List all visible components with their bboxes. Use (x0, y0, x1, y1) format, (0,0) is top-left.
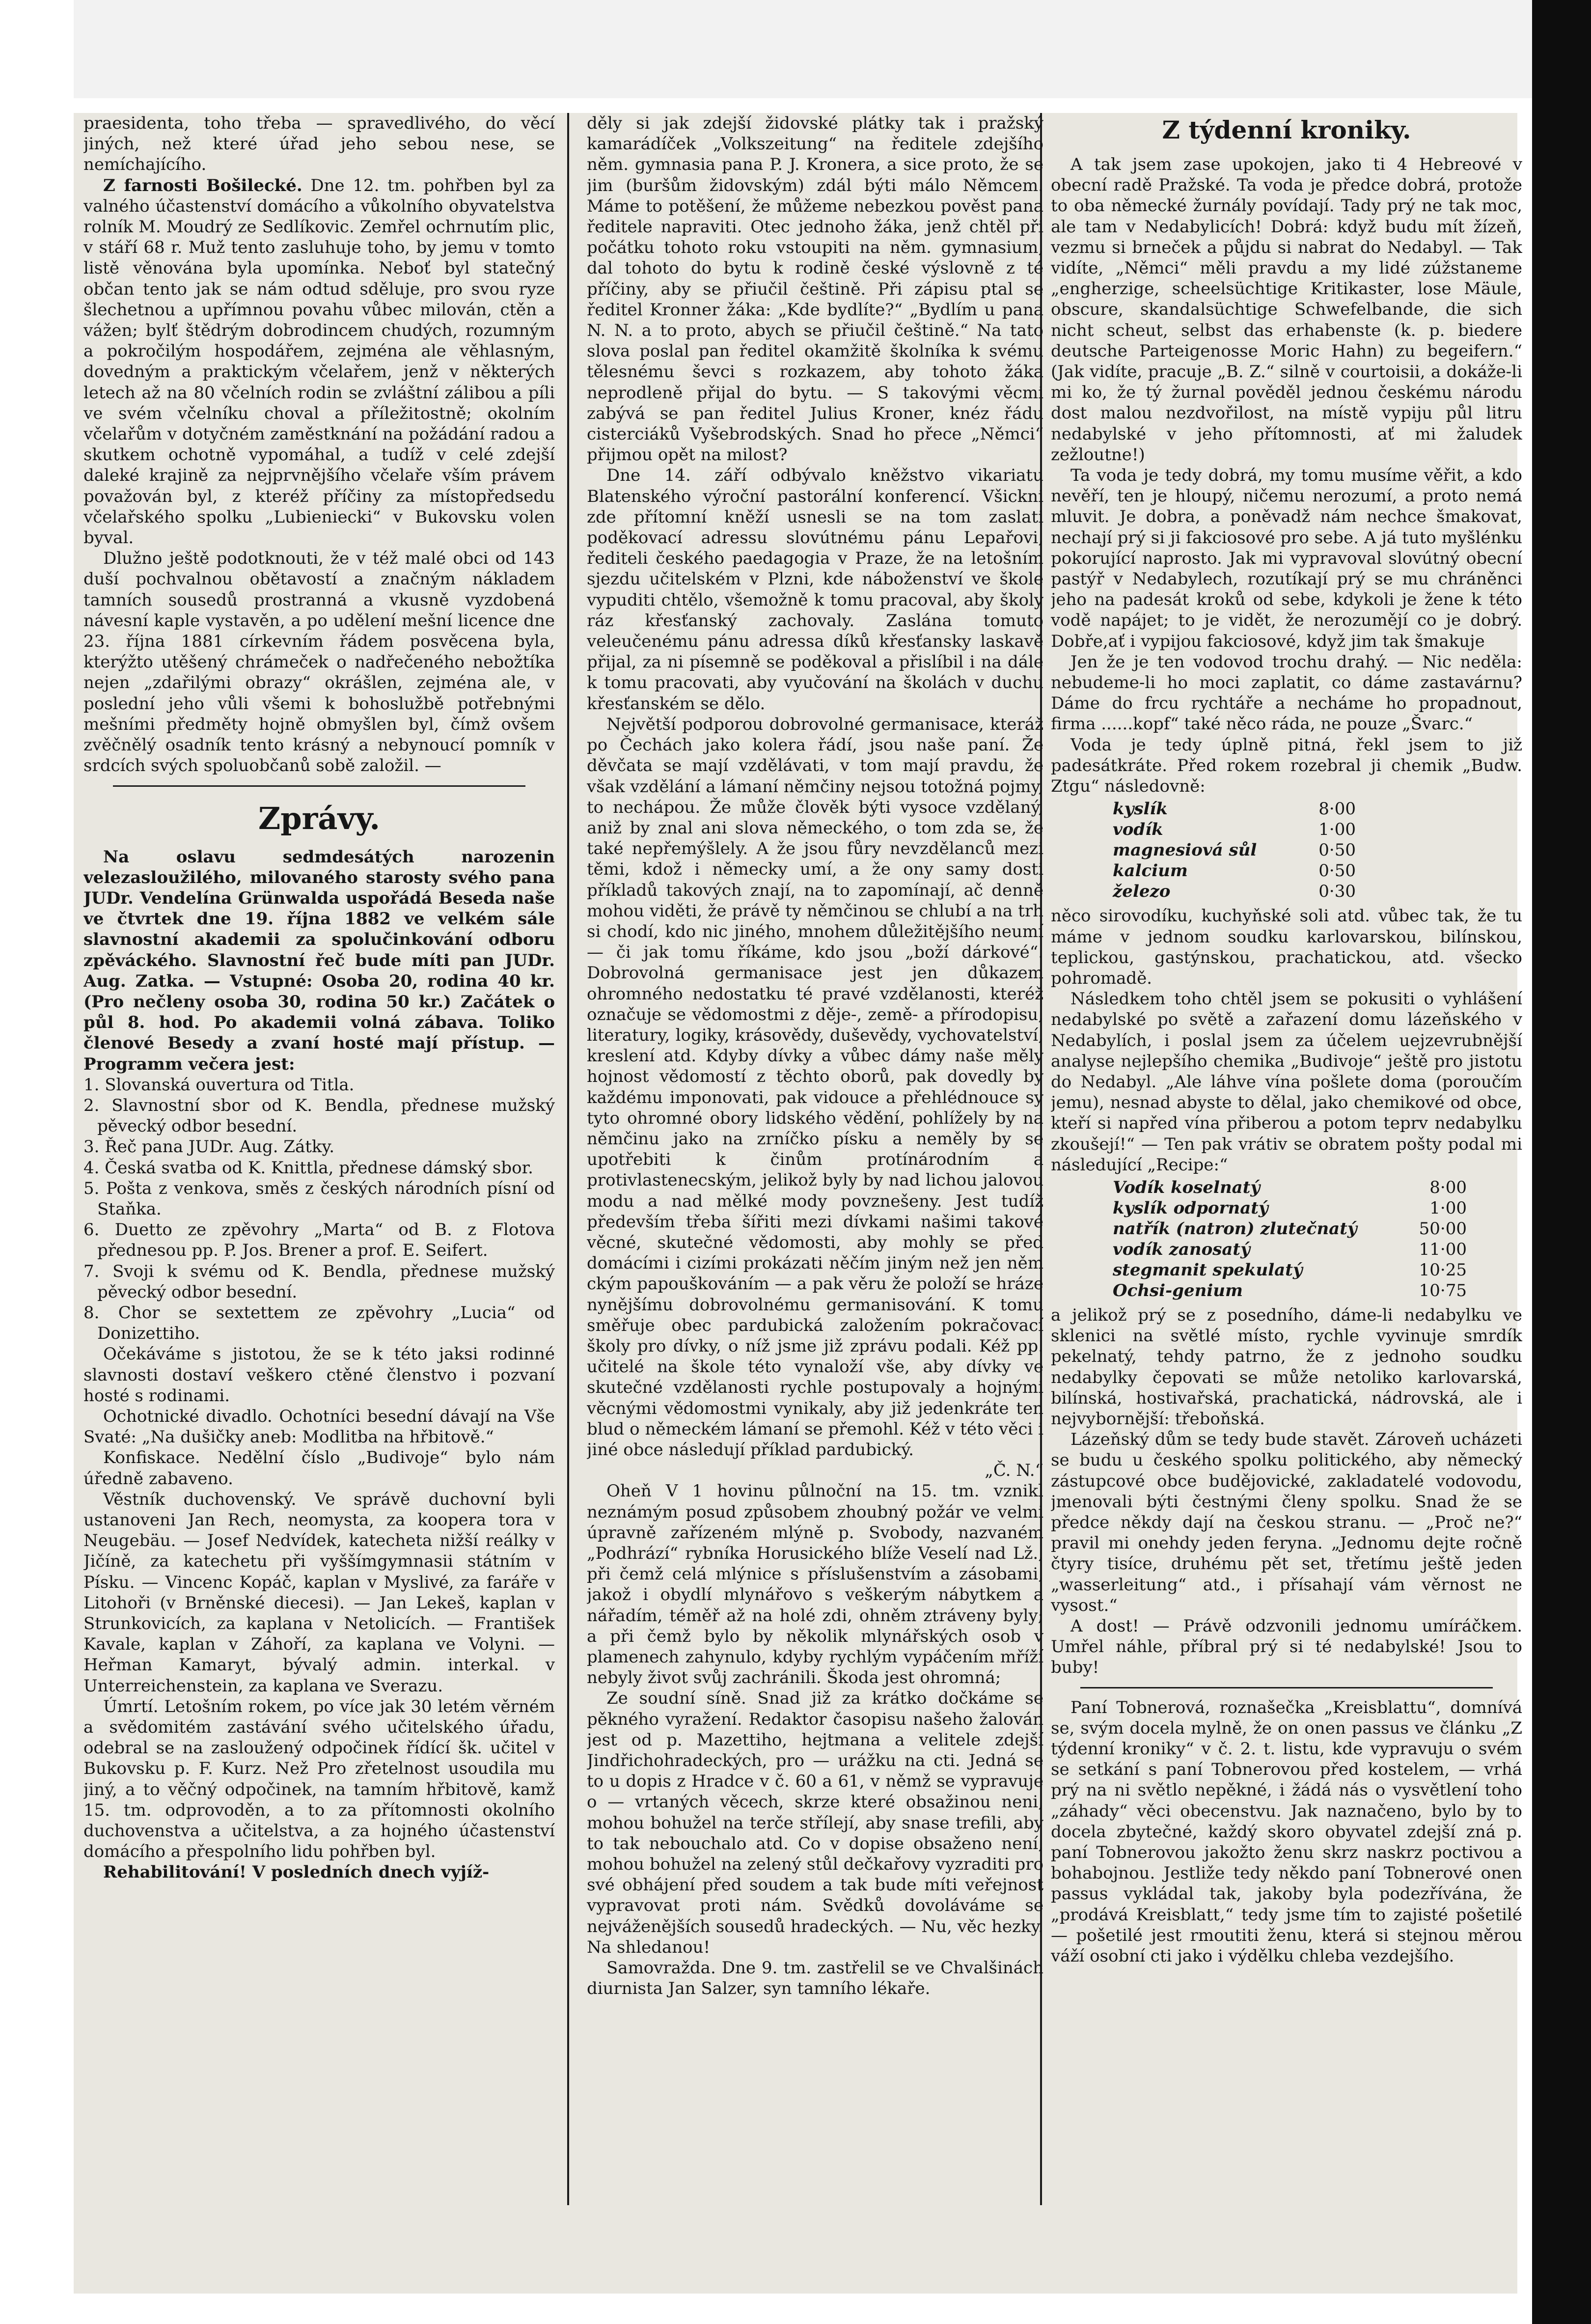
column-rule-1 (567, 113, 569, 2205)
suicide-report: Samovražda. Dne 9. tm. zastřelil se ve Chvalšinách diurnista Jan Salzer, syn tamního lékaře. (587, 1958, 1043, 1999)
chapel-report: Dlužno ještě podotknouti, že v též malé obci od 143 duší pochvalnou obětavostí a značným nákladem tamních sousedů prostranná a vkusně vyzdobená návesní kaple vystavěn, a po udělení mešní licence dne 23. října 1881 církevním řádem posvěcena byla, kterýžto utěšený chrámeček o nadřečeného nebožtíka nejen „zdařilými obrazy“ okrášlen, zejména ale, v poslední jeho vůli všemi k bohoslužbě potřebnými mešními předměty hojně obmyšlen byl, čímž ovšem zvěčnělý osadník tento krásný a nebynoucí pomník v srdcích svých spoluobčanů sobě založil. — (83, 549, 555, 776)
chronicle-paragraph: Voda je tedy úplně pitná, řekl jsem to již padesátkráte. Před rokem rozebral ji chemik „Budw. Ztgu“ následovně: (1051, 735, 1522, 797)
clergy-conference-report: Dne 14. září odbývalo kněžstvo vikariatu Blatenského výroční pastorální konferencí. Všickni zde přítomní kněží usnesli se na tom zaslati poděkovací adressu slovútnému pánu Lepařovi, řediteli českého paedagogia v Praze, že na letošním sjezdu učitelském v Plzni, kde náboženství ve škole vypuditi chtělo, všemožně k tomu pracoval, aby školy ráz křesťanský zachovaly. Zaslána tomuto veleučenému pánu adressa díků křesťansky laskavě přijal, za ni písemně se poděkoval a přislíbil i na dále k tomu pracovati, aby vyučování na školách v duchu křesťanském se dělo. (587, 466, 1043, 714)
program-item: 1. Slovanská ouvertura od Titla. (83, 1075, 355, 1095)
table-row: stegmanit spekulatý 10·25 (1113, 1260, 1467, 1280)
confiscation-note: Konfiskace. Nedělní číslo „Budivoje“ bylo nám úředně zabaveno. (83, 1448, 555, 1489)
chronicle-paragraph: A tak jsem zase upokojen, jako ti 4 Hebreové v obecní radě Pražské. Ta voda je předce dobrá, protože to oba německé žurnály povídají. Tady prý ne tak moc, ale tam v Nedabylicích! Dobrá: když budu mít žízeň, vezmu si brneček a půjdu si nabrat do Nedabyl. — Tak vidíte, „Němci“ měli pravdu a my lidé zúžstaneme „engherzige, scheelsüchtige Kritikaster, lose Mäule, obscure, skandalsüchtige Schwefelbande, die sich nicht scheut, selbst das erhabenste (k. p. biedere deutsche Parteigenosse Moric Hahn) zu begeifern.“ (Jak vidíte, pracuje „B. Z.“ silně v courtoisii, a dokáže-li mi ko, že tý žurnal pověděl jednou českému národu dost malou nezdvořilost, na místě vypiju půl litru nedabylské v jeho přítomnosti, ať mi žaludek zežloutne!) (1051, 155, 1522, 465)
celebration-notice: Na oslavu sedmdesátých narozenin velezasloužilého, milovaného starosty svého pana JUDr. Vendelína Grünwalda uspořádá Beseda naše ve čtvrtek dne 19. října 1882 ve velkém sále slavnostní akademii za spolučinkování odboru zpěváckého. Slavnostní řeč bude míti pan JUDr. Aug. Zatka. — Vstupné: Osoba 20, rodina 40 kr. (Pro nečleny osoba 30, rodina 50 kr.) Začátek o půl 8. hod. Po akademii volná zábava. Toliko členové Besedy a zvaní hosté mají přístup. — Programm večera jest: (83, 847, 555, 1074)
table-row: železo 0·30 (1113, 882, 1356, 902)
parish-report: Z farnosti Bošilecké. Dne 12. tm. pohřben byl za valného účastenství domácího a vůkolního obyvatelstva rolník M. Moudrý ze Sedlíkovic. Zemřel ochrnutím plic, v stáří 68 r. Muž tento zasluhuje toho, by jemu v tomto listě věnována byla upomínka. Neboť byl statečný občan tento jak se nám odtud sděluje, pro svou ryze šlechetnou a upřímnou povahu vůbec milován, ctěn a vážen; bylť štědrým dobrodincem chudých, rozumným a pokročilým hospodářem, zejména ale věhlasným, dovedným a praktickým včelařem, jenž v některých letech až na 80 včelních rodin se zvláštní zálibou a píli ve svém včelníku choval a příležitostně; okolním včelařům v dotyčném zaměstknání na požádání radou a skutkem ochotně vypomáhal, a tudíž v celé zdejší daleké krajině za nejprvnějšího včelaře vším právem považován byl, z kteréž příčiny za místopředsedu včelařského spolku „Lubieniecki“ v Bukovsku volen byval. (83, 175, 555, 548)
table-row: Vodík koselnatý 8·00 (1113, 1177, 1467, 1197)
germanisation-article: Největší podporou dobrovolné germanisace, kteráž po Čechách jako kolera řádí, jsou naše paní. Že děvčata se mají vzdělávati, v tom mají pravdu, že však vzdělání a lámaní němčiny nejsou totožná pojmy, to nechápou. Že může člověk býti vysoce vzdělaný, aniž by znal ani slova německého, o tom zda se, že také nepřemýšlely. A že jsou fůry nevzdělanců mezi těmi, kdož i německy umí, a že ony samy dosti příkladů takových znají, na to zapomínají, ač denně mohou viděti, že právě ty němčinou se chlubí a na trh si chodí, kdo nic jiného, mnohem důležitějšího neumí — či jak tomu říkáme, kdo jsou „boží dárkové“. Dobrovolná germanisace jest jen důkazem ohromného nedostatku té pravé vzdělanosti, kteréž označuje se vědomostmi z děje-, země- a přírodopisu, literatury, logiky, krásovědy, duševědy, vychovatelství, kreslení atd. Kdyby dívky a vůbec dámy naše měly hojnost vědomostí z těchto oborů, pak dovedly by každému imponovati, pak vidouce a přehlédnouce sy tyto ohromné obory lidského vědění, pohlížely by na němčinu jako na zrníčko písku a neměly by se upotřebiti k činům protínárodním a protivlastenecským, jelikož byly by nad lichou jalovou modu a nad mělké mody povznešeny. Jest tudíž především třeba šířiti mezi dívkami našimi takové věcné, skutečné vědomosti, aby mohly se před domácími i cizími prokázati něčím jiným než jen něm ckým papouškováním — a pak věru že položí se hráze nynějšímu dobrovolnému germanisování. K tomu směřuje obec pardubická založením pokračovací školy pro dívky, o níž jsme již zprávu podali. Kéž pp. učitelé na škole této vynaloží vše, aby dívky ve skutečné vzdělanosti rychle postupovaly a hojnými věcnými vědomostmi vynikaly, aby již jedenkráte ten blud o německém lámaní se přemohl. Kéž v této věci i jiné obce následují příklad pardubický. (587, 714, 1043, 1460)
program-item: 4. Česká svatba od K. Knittla, přednese dámský sbor. (83, 1158, 533, 1178)
analysis-table-2 (1110, 1177, 1470, 1301)
column-middle (587, 113, 1043, 2240)
chronicle-paragraph: Jen že je ten vodovod trochu drahý. — Nic neděla: nebudeme-li ho moci zaplatit, co dáme zastavárnu? Dáme do frcu rychtáře a necháme ho propadnout, firma ......kopf“ také něco ráda, ne pouze „Švarc.“ (1051, 652, 1522, 734)
section-heading-news: Zprávy. (258, 800, 380, 836)
chronicle-paragraph: Následkem toho chtěl jsem se pokusiti o vyhlášení nedabylské po světě a zařazení domu lázeňského v Nedabylích, i poslal jsem za účelem uejzevrubnější analyse nejlepšího chemika „Budivoje“ ještě pro jistotu do Nedabyl. „Ale láhve vína pošlete doma (poroučím jemu), nesnad abyste to dělal, jako chemikové od obce, kteří si napřed vína přiberou a potom teprv nedabylku zkoušejí!“ — Ten pak vrátiv se obratem pošty podal mi následující „Recipe:“ (1051, 989, 1522, 1175)
program-item: 5. Pošta z venkova, směs z českých národních písní od Staňka. (83, 1178, 555, 1219)
program-item: 7. Svoji k svému od K. Bendla, přednese mužský pěvecký odbor besední. (83, 1261, 555, 1302)
analysis-table-1 (1110, 799, 1359, 902)
table-row: magnesiová sůl 0·50 (1113, 840, 1356, 860)
chronicle-paragraph: Lázeňský dům se tedy bude stavět. Zároveň ucházeti se budu u českého spolku politického, aby německý zástupcové obce budějovické, zakladatelé vodovodu, jmenovali býti čestnými členy spolku. Snad že se předce někdy dají na českou stranu. — „Proč ne?“ pravil mi onehdy jeden feryna. „Jednomu dejte ročně čtyry tisíce, druhému pět set, třetímu ještě jeden „wasserleitung“ atd., i přísahají vám věrnost ne vysost.“ (1051, 1430, 1522, 1615)
column-left (83, 113, 555, 2240)
gymnasium-report: děly si jak zdejší židovské plátky tak i pražský kamarádíček „Volkszeitung“ na ředitele zdejšího něm. gymnasia pana P. J. Kronera, a sice proto, že se jim (buršům židovským) zdál býti málo Němcem. Máme to potěšení, že můžeme nebezkou pověst pana ředitele napraviti. Otec jednoho žáka, jenž chtěl při počátku tohoto roku vstoupiti na něm. gymnasium, dal tohoto do bytu k rodině české výslovně z té příčiny, aby se přiučil češtině. Při zápisu ptal se ředitel Kronner žáka: „Kde bydlíte?“ „Bydlím u pana N. N. a to proto, abych se přiučil češtině.“ Na tato slova poslal pan ředitel okamžitě školníka k svému tělesnému ševci s rozkazem, aby tohoto žáka neprodleně přijal do bytu. — S takovými věcmi zabývá se pan ředitel Julius Kroner, knéz řádu cisterciáků Vyšebrodských. Snad ho přece „Němci“ přijmou opět na milost? (587, 113, 1043, 465)
section-divider (1080, 1687, 1493, 1688)
chronicle-paragraph: něco sirovodíku, kuchyňské soli atd. vůbec tak, že tu máme v jednom soudku karlovarskou, bilínskou, teplickou, gastýnskou, prachatickou, atd. všecko pohromadě. (1051, 906, 1522, 988)
court-report: Ze soudní síně. Snad již za krátko dočkáme se pěkného vyražení. Redaktor časopisu našeho žalován jest od p. Mazettiho, hejtmana a velitele zdejší Jindřichohradeckých, pro — urážku na cti. Jedná se to u dopis z Hradce v č. 60 a 61, v němž se vypravuje o — vrtaných věcech, skrze které obsažinou neni, mohou bohužel na terče střílejí, aby snase trefili, aby to tak nebouchalo atd. Co v dopise obsaženo není, mohou bohužel na zelený stůl dečkařovy vyzraditi pro své obhájení před soudem a tak bude míti veřejnost vypravovat proti nám. Svědků dovoláváme se nejváženějších sousedů hradeckých. — Nu, věc hezky. Na shledanou! (587, 1688, 1043, 1957)
obituary-note: Úmrtí. Letošním rokem, po více jak 30 letém věrném a svědomitém zastávání svého učitelského úřadu, odebral se na zasloužený odpočinek řídící šk. učitel v Bukovsku p. F. Kurz. Než Pro zřetelnost usoudila mu jiný, a to věčný odpočinek, na tamním hřbitově, kamž 15. tm. odprovoděn, a to za přítomnosti okolního duchovenstva a učitelstva, a za hojného účastenství domácího a přespolního lidu pohřben byl. (83, 1696, 555, 1862)
tobnerova-note: Paní Tobnerová, roznašečka „Kreisblattu“, domnívá se, svým docela mylně, že on onen passus ve článku „Z týdenní kroniky“ v č. 2. t. listu, kde vypravuju o svém se setkání s paní Tobnerovou před kostelem, — vrhá prý na ni světlo nepěkné, i žádá nás o vysvětlení toho „záhady“ věci obecenstvu. Jak naznačeno, bylo by to docela zbytečné, každý skoro obyvatel zdejší zná p. paní Tobnerovou jakožto ženu skrz naskrz poctivou a bohabojnou. Jestliže tedy někdo paní Tobnerové onen passus vykládal tak, jakoby byla podezřívána, že „prodává Kreisblatt,“ tedy jsme tím to zajisté pošetilé — pošetilé jest rmoutiti ženu, která si stejnou měrou váží osobní cti jako i výdělku chleba vezdejšího. (1051, 1697, 1522, 1966)
table-row: natřík (natron) zlutečnatý 50·00 (1113, 1218, 1467, 1239)
chronicle-paragraph: Ta voda je tedy dobrá, my tomu musíme věřit, a kdo nevěří, ten je hloupý, ničemu nerozumí, a proto nemá mluvit. Je dobra, a poněvadž nám nechce šmakovat, nechají prý si ji fakciosové pro sebe. A já tuto myšlénku pokorující naprosto. Jak mi vypravoval slovútný obecní pastýř v Nedabylech, rozutíkají prý se mu chráněnci jeho na padesát kroků od sebe, kdykoli je žene k této vodě napájet; to je vidět, že nerozumějí co je dobrý. Dobře,ať i vypijou fakciosové, když jim tak šmakuje (1051, 466, 1522, 651)
program-item: 2. Slavnostní sbor od K. Bendla, přednese mužský pěvecký odbor besední. (83, 1095, 555, 1136)
section-divider (113, 785, 525, 787)
fire-report: Oheň V 1 hovinu půlnoční na 15. tm. vznikl neznámým posud způsobem zhoubný požár ve velmi úpravně zařízeném mlýně p. Svobody, nazvaném „Podhrází“ rybníka Horusického blíže Veselí nad Lž., při čemž celá mlýnice s příslušenstvím a zásobami, jakož i obydlí mlynářovo s veškerým nábytkem a nářadím, téměř až na holé zdi, ohněm ztráveny byly; a při čemž bylo by několik mlynářských osob v plamenech zahynulo, kdyby rychlým vypáčením mříží nebyly život svůj zachránili. Škoda jest ohromná; (587, 1481, 1043, 1688)
section-heading-chronicle: Z týdenní kroniky. (1162, 115, 1411, 144)
scan-top-margin (74, 0, 1532, 98)
table-row: vodík zanosatý 11·00 (1113, 1239, 1467, 1259)
scan-dark-edge (1532, 0, 1591, 2324)
clergy-bulletin: Věstník duchovenský. Ve správě duchovní byli ustanoveni Jan Rech, neomysta, za koopera tora v Neugebäu. — Josef Nedvídek, katecheta nižší reálky v Jičíně, za katechetu při vyššímgymnasii státním v Písku. — Vincenc Kopáč, kaplan v Myslivé, za faráře v Litohoři (v Brněnské diecesi). — Jan Lekeš, kaplan v Strunkovicích, za kaplana v Netolicích. — František Kavale, kaplan v Záhoří, za kaplana ve Volyni. — Heřman Kamaryt, bývalý admin. interkal. v Unterreichenstein, za kaplana ve Sverazu. (83, 1489, 555, 1696)
chronicle-paragraph: A dost! — Právě odzvonili jednomu umíráčkem. Umřel náhle, příbral prý si té nedabylské! Jsou to buby! (1051, 1616, 1522, 1678)
program-list (83, 1075, 555, 1344)
program-item: 8. Chor se sextettem ze zpěvohry „Lucia“ od Donizettiho. (83, 1302, 555, 1344)
table-row: kalcium 0·50 (1113, 861, 1356, 881)
table-row: kyslík 8·00 (1113, 799, 1356, 819)
article-signature: „Č. N.“ (985, 1461, 1043, 1481)
column-right (1051, 113, 1522, 2240)
chronicle-paragraph: a jelikož prý se z posedního, dáme-li nedabylku ve sklenici na světlé místo, rychle vyvinuje smrdík pekelnatý, tehdy patrno, že z jednoho soudku nedabylky čepovati se může netoliko karlovarská, bilínská, hostivařská, prachatická, nádrovská, ale i nejvybornější: třeboňská. (1051, 1305, 1522, 1429)
program-item: 3. Řeč pana JUDr. Aug. Zátky. (83, 1137, 334, 1157)
text-continuation: praesidenta, toho třeba — spravedlivého, do věcí jiných, než které úřad jeho sebou nese, se nemíchajícího. (83, 113, 555, 175)
expectation-note: Očekáváme s jistotou, že se k této jaksi rodinné slavnosti dostaví veškero ctěné členstvo i pozvaní hosté s rodinami. (83, 1344, 555, 1406)
table-row: Ochsi-genium 10·75 (1113, 1280, 1467, 1300)
table-row: kyslík odpornatý 1·00 (1113, 1198, 1467, 1218)
rehabilitation-note: Rehabilitování! V posledních dnech vyjíž- (103, 1862, 490, 1882)
program-item: 6. Duetto ze zpěvohry „Marta“ od B. z Flotova přednesou pp. P. Jos. Brener a prof. E. Seifert. (83, 1220, 555, 1261)
theatre-note: Ochotnické divadlo. Ochotníci besední dávají na Vše Svaté: „Na dušičky aneb: Modlitba na hřbitově.“ (83, 1406, 555, 1447)
table-row: vodík 1·00 (1113, 820, 1356, 840)
